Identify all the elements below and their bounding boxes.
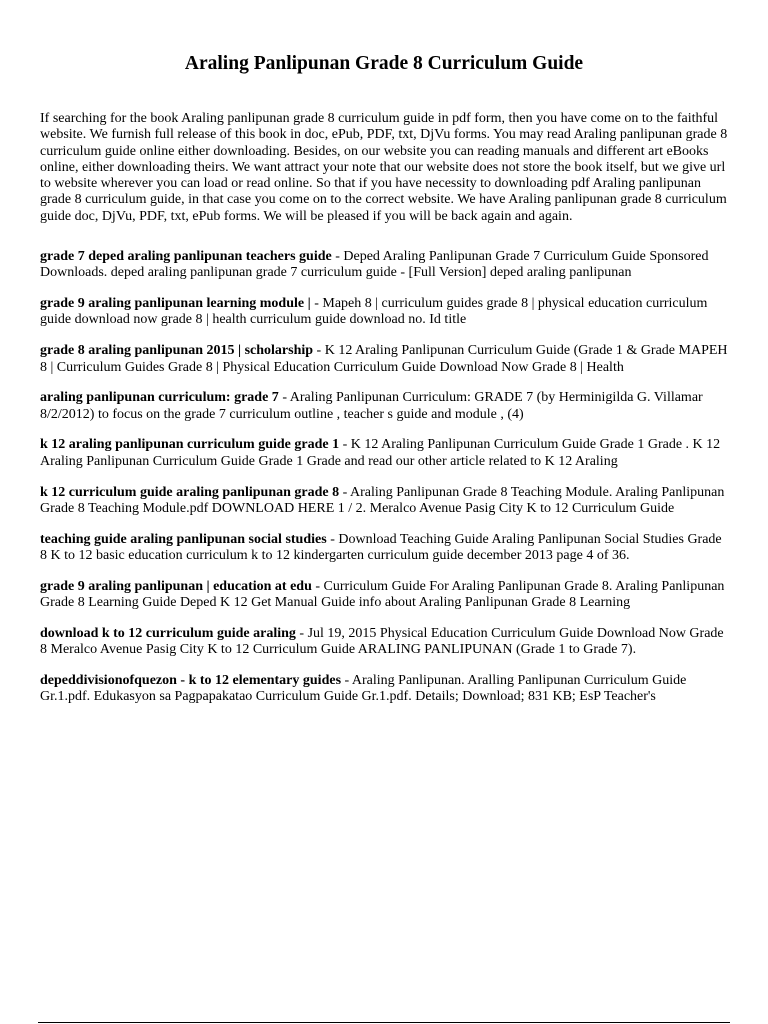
entry-text: - K 12 Araling Panlipunan Curriculum Guide Grade 1 Grade . K 12 Araling Panlipunan Curriculum Guide Grade 1 Grade and read our other article related to K 12 Araling — [40, 437, 721, 469]
entry-text: - K 12 Araling Panlipunan Curriculum Guide (Grade 1 & Grade MAPEH 8 | Curriculum Guides Grade 8 | Physical Education Curriculum Guide Download Now Grade 8 | Health — [40, 343, 728, 375]
entry-heading: download k to 12 curriculum guide araling — [40, 625, 296, 641]
list-item — [40, 343, 728, 376]
list-item — [40, 626, 728, 659]
footer-divider — [38, 1022, 730, 1023]
entry-heading: grade 8 araling panlipunan 2015 | scholarship — [40, 343, 314, 359]
entry-text: - Mapeh 8 | curriculum guides grade 8 | physical education curriculum guide download now grade 8 | health curriculum guide download no. Id title — [40, 296, 708, 328]
entry-heading: teaching guide araling panlipunan social studies — [40, 531, 327, 547]
list-item — [40, 296, 728, 329]
entry-list — [40, 249, 728, 705]
entry-text: - Download Teaching Guide Araling Panlipunan Social Studies Grade 8 K to 12 basic education curriculum k to 12 kindergarten curriculum guide december 2013 page 4 of 36. — [40, 531, 722, 563]
entry-heading: grade 7 deped araling panlipunan teachers guide — [40, 249, 332, 265]
entry-heading: k 12 araling panlipunan curriculum guide grade 1 — [40, 437, 340, 453]
document-page — [40, 0, 728, 720]
entry-heading: depeddivisionofquezon - k to 12 elementary guides — [40, 672, 342, 688]
entry-text: - Araling Panlipunan Curriculum: GRADE 7 (by Herminigilda G. Villamar 8/2/2012) to focus on the grade 7 curriculum outline , teacher s guide and module , (4) — [40, 390, 703, 422]
entry-heading: araling panlipunan curriculum: grade 7 — [40, 390, 279, 406]
entry-text: - Curriculum Guide For Araling Panlipunan Grade 8. Araling Panlipunan Grade 8 Learning Guide Deped K 12 Get Manual Guide info about Araling Panlipunan Grade 8 Learning — [40, 578, 725, 611]
list-item — [40, 579, 728, 612]
entry-text: - Jul 19, 2015 Physical Education Curriculum Guide Download Now Grade 8 Meralco Avenue Pasig City K to 12 Curriculum Guide ARALING PANLIPUNAN (Grade 1 to Grade 7). — [40, 625, 724, 658]
list-item — [40, 390, 728, 423]
page-title: Araling Panlipunan Grade 8 Curriculum Guide — [184, 53, 584, 74]
list-item — [40, 485, 728, 518]
list-item — [40, 673, 728, 706]
intro-paragraph: If searching for the book Araling panlipunan grade 8 curriculum guide in pdf form, then you have come on to the faithful website. We furnish full release of this book in doc, ePub, PDF, txt, DjVu forms. You may read Araling panlipunan grade 8 curriculum guide online either downloading. Besides, on our website you can reading manuals and different art eBooks online, either downloading theirs. We want attract your note that our website does not store the book itself, but we give url to website wherever you can load or read online. So that if you have necessity to downloading pdf Araling panlipunan grade 8 curriculum guide, in that case you come on to the correct website. We have Araling panlipunan grade 8 curriculum guide doc, DjVu, PDF, txt, ePub forms. We will be pleased if you will be back again and again. — [40, 111, 728, 224]
entry-text: - Araling Panlipunan. Aralling Panlipunan Curriculum Guide Gr.1.pdf. Edukasyon sa Pagpapakatao Curriculum Guide Gr.1.pdf. Details; Download; 831 KB; EsP Teacher's — [40, 672, 687, 705]
entry-heading: grade 9 araling panlipunan learning module | — [40, 296, 311, 312]
list-item — [40, 532, 728, 565]
entry-text: - Deped Araling Panlipunan Grade 7 Curriculum Guide Sponsored Downloads. deped araling panlipunan grade 7 curriculum guide - [Full Version] deped araling panlipunan — [40, 249, 709, 281]
entry-text: - Araling Panlipunan Grade 8 Teaching Module. Araling Panlipunan Grade 8 Teaching Module.pdf DOWNLOAD HERE 1 / 2. Meralco Avenue Pasig City K to 12 Curriculum Guide — [40, 484, 725, 516]
list-item — [40, 249, 728, 282]
list-item — [40, 437, 728, 470]
entry-heading: grade 9 araling panlipunan | education at edu — [40, 578, 312, 594]
entry-heading: k 12 curriculum guide araling panlipunan grade 8 — [40, 484, 340, 500]
